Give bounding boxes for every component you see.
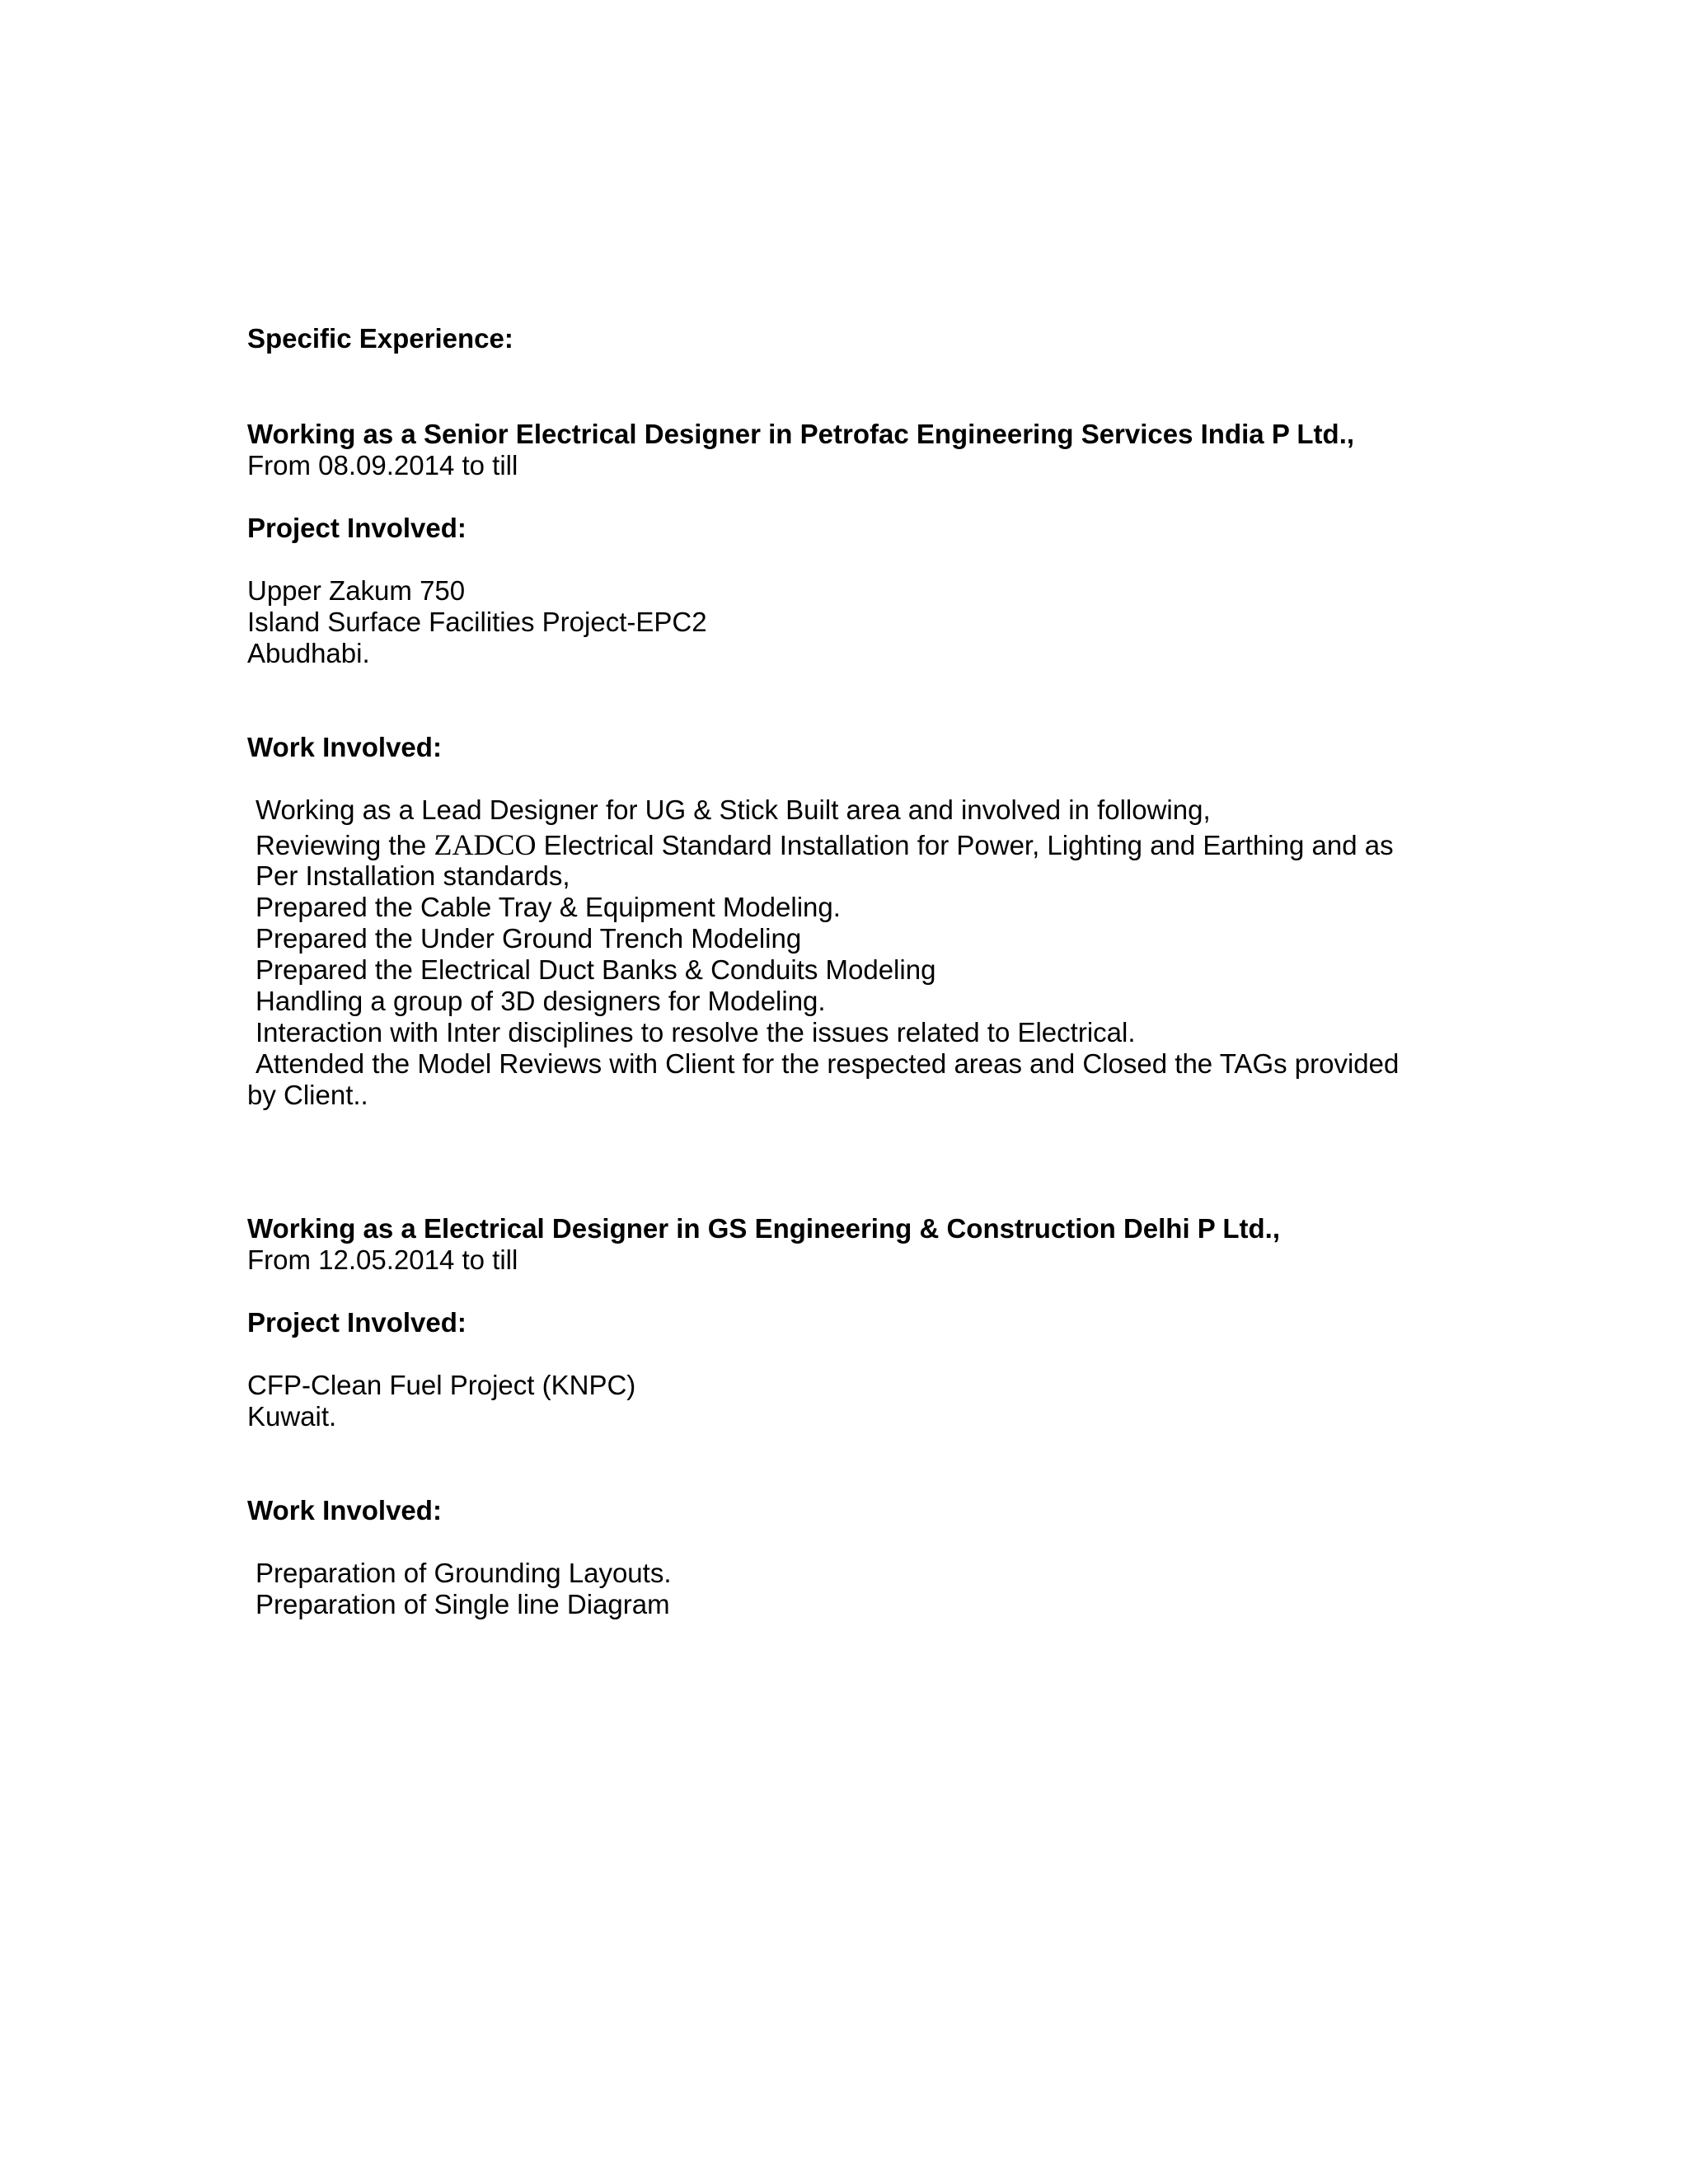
job-2-work-label: Work Involved:	[247, 1495, 442, 1526]
job-2-project-line: CFP-Clean Fuel Project (KNPC)	[247, 1370, 636, 1400]
job-2-work-line: Preparation of Single line Diagram	[256, 1589, 670, 1619]
job-2-project-line: Kuwait.	[247, 1401, 337, 1432]
job-2-work-line: Preparation of Grounding Layouts.	[256, 1558, 672, 1588]
work-line-text: Reviewing the	[256, 830, 434, 860]
job-2-period: From 12.05.2014 to till	[247, 1244, 518, 1275]
work-line-text: Electrical Standard Installation for Power, Lighting and Earthing and as	[536, 830, 1394, 860]
job-1-title: Working as a Senior Electrical Designer in Petrofac Engineering Services India P Ltd.,	[247, 419, 1355, 449]
job-1-work-line: Prepared the Under Ground Trench Modeling	[256, 923, 802, 954]
job-1-project-line: Upper Zakum 750	[247, 575, 466, 606]
job-1-work-line: Per Installation standards,	[256, 860, 570, 891]
job-1-work-line: Interaction with Inter disciplines to resolve the issues related to Electrical.	[256, 1017, 1136, 1047]
section-heading: Specific Experience:	[247, 323, 513, 354]
job-1-work-line: Prepared the Electrical Duct Banks & Conduits Modeling	[256, 954, 936, 985]
job-2-title: Working as a Electrical Designer in GS Engineering & Construction Delhi P Ltd.,	[247, 1213, 1281, 1244]
job-1-project-line: Island Surface Facilities Project-EPC2	[247, 607, 707, 637]
zadco-text: ZADCO	[434, 828, 537, 861]
job-1-work-line	[256, 829, 1394, 861]
job-1-work-line: Working as a Lead Designer for UG & Stick Built area and involved in following,	[256, 794, 1211, 825]
job-1-project-label: Project Involved:	[247, 513, 467, 543]
job-1-work-line: Handling a group of 3D designers for Modeling.	[256, 986, 826, 1016]
job-2-project-label: Project Involved:	[247, 1307, 467, 1338]
job-1-work-line: Attended the Model Reviews with Client for the respected areas and Closed the TAGs provided	[256, 1048, 1400, 1079]
job-1-work-label: Work Involved:	[247, 732, 442, 762]
job-1-period: From 08.09.2014 to till	[247, 450, 518, 480]
job-1-work-line: Prepared the Cable Tray & Equipment Modeling.	[256, 892, 841, 922]
job-1-work-line: by Client..	[247, 1080, 368, 1110]
job-1-project-line: Abudhabi.	[247, 638, 370, 668]
